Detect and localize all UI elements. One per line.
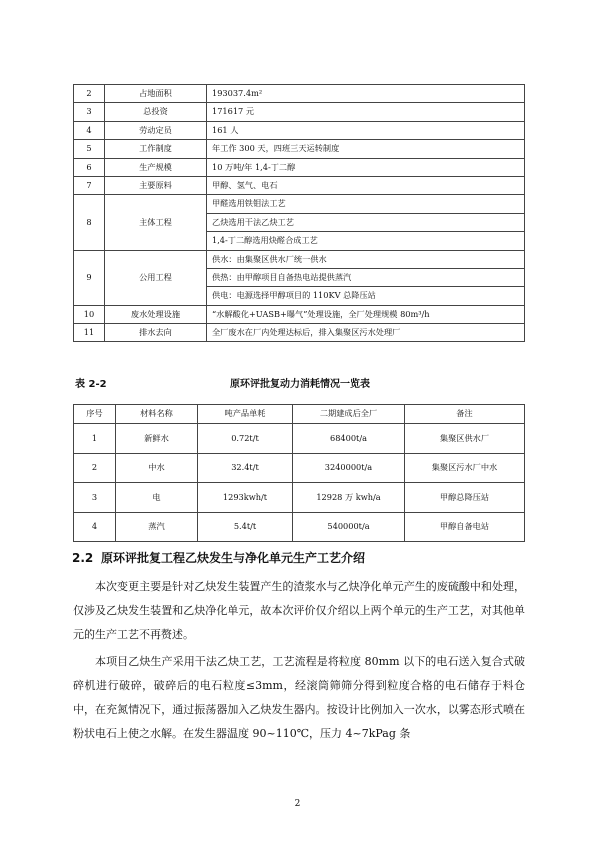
cell-material: 中水 xyxy=(116,453,198,483)
row-item: 公用工程 xyxy=(105,250,207,305)
table-row xyxy=(74,195,525,213)
section-heading xyxy=(72,549,365,566)
page-number: 2 xyxy=(294,799,301,809)
cell-unit-consumption: 32.4t/t xyxy=(198,453,293,483)
row-value: “水解酸化+UASB+曝气”处理设施，全厂处理规模 80m³/h xyxy=(207,305,525,323)
header-remark: 备注 xyxy=(405,405,525,424)
row-number: 2 xyxy=(74,85,105,103)
cell-material: 新鲜水 xyxy=(116,424,198,454)
cell-remark: 甲醇总降压站 xyxy=(405,483,525,513)
cell-remark: 集聚区污水厂中水 xyxy=(405,453,525,483)
row-item: 工作制度 xyxy=(105,140,207,158)
cell-seq: 1 xyxy=(74,424,116,454)
paragraph-text: 本次变更主要是针对乙炔发生装置产生的渣浆水与乙炔净化单元产生的废硫酸中和处理，仅涉及乙炔发生装置和乙炔净化单元，故本次评价仅介绍以上两个单元的生产工艺，对其他单元的生产工艺不再赘述。 xyxy=(73,580,525,641)
row-value: 乙炔选用干法乙炔工艺 xyxy=(207,213,525,231)
section-number: 2.2 xyxy=(72,551,94,565)
table-row xyxy=(74,176,525,194)
cell-unit-consumption: 5.4t/t xyxy=(198,512,293,542)
header-plant-total: 二期建成后全厂 xyxy=(293,405,405,424)
table-row xyxy=(74,250,525,268)
cell-seq: 2 xyxy=(74,453,116,483)
cell-remark: 甲醇自备电站 xyxy=(405,512,525,542)
row-value: 10 万吨/年 1,4-丁二醇 xyxy=(207,158,525,176)
row-value: 甲醛选用铁钼法工艺 xyxy=(207,195,525,213)
row-item: 废水处理设施 xyxy=(105,305,207,323)
table-row xyxy=(74,85,525,103)
row-value: 年工作 300 天，四班三天运转制度 xyxy=(207,140,525,158)
cell-unit-consumption: 1293kwh/t xyxy=(198,483,293,513)
row-item: 主要原料 xyxy=(105,176,207,194)
row-value: 供热：由甲醇项目自备热电站提供蒸汽 xyxy=(207,268,525,286)
row-value: 1,4-丁二醇选用炔醛合成工艺 xyxy=(207,232,525,250)
table-row xyxy=(74,512,525,542)
row-value: 全厂废水在厂内处理达标后，排入集聚区污水处理厂 xyxy=(207,324,525,342)
table-title: 原环评批复动力消耗情况一览表 xyxy=(230,379,370,390)
table-row xyxy=(74,140,525,158)
row-number: 3 xyxy=(74,103,105,121)
table-row xyxy=(74,324,525,342)
cell-plant-total: 68400t/a xyxy=(293,424,405,454)
table-row xyxy=(74,483,525,513)
table-header-row xyxy=(74,405,525,424)
cell-material: 电 xyxy=(116,483,198,513)
body-paragraph xyxy=(73,575,525,647)
row-number: 7 xyxy=(74,176,105,194)
row-number: 11 xyxy=(74,324,105,342)
cell-seq: 4 xyxy=(74,512,116,542)
row-item: 占地面积 xyxy=(105,85,207,103)
row-number: 6 xyxy=(74,158,105,176)
table-row xyxy=(74,424,525,454)
cell-plant-total: 12928 万 kwh/a xyxy=(293,483,405,513)
energy-consumption-table xyxy=(73,404,525,542)
cell-plant-total: 3240000t/a xyxy=(293,453,405,483)
row-value: 供水：由集聚区供水厂统一供水 xyxy=(207,250,525,268)
cell-seq: 3 xyxy=(74,483,116,513)
cell-remark: 集聚区供水厂 xyxy=(405,424,525,454)
row-item: 主体工程 xyxy=(105,195,207,250)
row-value: 171617 元 xyxy=(207,103,525,121)
table-row xyxy=(74,453,525,483)
table-row xyxy=(74,121,525,139)
paragraph-text: 本项目乙炔生产采用干法乙炔工艺，工艺流程是将粒度 80mm 以下的电石送入复合式破碎机进行破碎，破碎后的电石粒度≤3mm，经滚筒筛筛分得到粒度合格的电石储存于料仓中，在充氮情况下，通过振荡器加入乙炔发生器内。按设计比例加入一次水，以雾态形式喷在粉状电石上使之水解。在发生器温度 90~110℃，压力 4~7kPag 条 xyxy=(73,655,525,740)
row-value: 甲醇、氢气、电石 xyxy=(207,176,525,194)
row-item: 排水去向 xyxy=(105,324,207,342)
row-item: 总投资 xyxy=(105,103,207,121)
project-overview-table xyxy=(73,84,525,342)
header-unit-consumption: 吨产品单耗 xyxy=(198,405,293,424)
row-number: 10 xyxy=(74,305,105,323)
row-value: 161 人 xyxy=(207,121,525,139)
row-number: 9 xyxy=(74,250,105,305)
header-material: 材料名称 xyxy=(116,405,198,424)
row-number: 4 xyxy=(74,121,105,139)
table-row xyxy=(74,305,525,323)
table-row xyxy=(74,158,525,176)
section-title: 原环评批复工程乙炔发生与净化单元生产工艺介绍 xyxy=(101,551,366,565)
cell-unit-consumption: 0.72t/t xyxy=(198,424,293,454)
cell-plant-total: 540000t/a xyxy=(293,512,405,542)
table-label: 表 2-2 xyxy=(75,379,107,390)
row-number: 5 xyxy=(74,140,105,158)
body-paragraph xyxy=(73,650,525,746)
row-item: 劳动定员 xyxy=(105,121,207,139)
row-value: 193037.4m² xyxy=(207,85,525,103)
row-value: 供电：电源选择甲醇项目的 110KV 总降压站 xyxy=(207,287,525,305)
row-item: 生产规模 xyxy=(105,158,207,176)
table-caption xyxy=(75,375,525,391)
row-number: 8 xyxy=(74,195,105,250)
header-seq: 序号 xyxy=(74,405,116,424)
cell-material: 蒸汽 xyxy=(116,512,198,542)
table-row xyxy=(74,103,525,121)
